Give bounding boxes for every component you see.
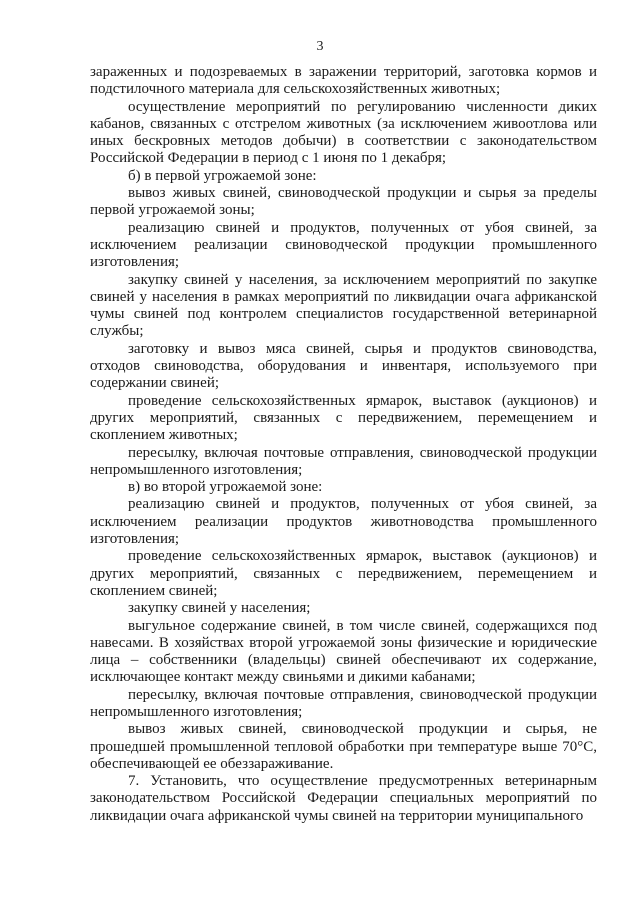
page-number: 3	[316, 39, 324, 54]
paragraph: проведение сельскохозяйственных ярмарок, выставок (аукционов) и других мероприятий, связанных с передвижением, перемещением и скоплением животных;	[90, 392, 597, 444]
paragraph: пересылку, включая почтовые отправления, свиноводческой продукции непромышленного изготовления;	[90, 686, 597, 720]
paragraph: выгульное содержание свиней, в том числе свиней, содержащихся под навесами. В хозяйствах второй угрожаемой зоны физические и юридические лица – собственники (владельцы) свиней обеспечивают их содержание, исключающее контакт между свиньями и дикими кабанами;	[90, 617, 597, 686]
document-body	[90, 64, 597, 825]
paragraph: закупку свиней у населения;	[128, 600, 311, 617]
paragraph: осуществление мероприятий по регулированию численности диких кабанов, связанных с отстрелом животных (за исключением живоотлова или иных бескровных методов добычи) в соответствии с законодательством Российской Федерации в период с 1 июня по 1 декабря;	[90, 98, 597, 167]
paragraph: вывоз живых свиней, свиноводческой продукции и сырья, не прошедшей промышленной тепловой обработки при температуре выше 70°С, обеспечивающей ее обеззараживание.	[90, 721, 597, 772]
paragraph: реализацию свиней и продуктов, полученных от убоя свиней, за исключением реализации свиноводческой продукции промышленного изготовления;	[90, 219, 597, 271]
paragraph: реализацию свиней и продуктов, полученных от убоя свиней, за исключением реализации продуктов животноводства промышленного изготовления;	[90, 496, 597, 548]
paragraph: б) в первой угрожаемой зоне:	[128, 167, 317, 184]
paragraph: пересылку, включая почтовые отправления, свиноводческой продукции непромышленного изготовления;	[90, 444, 597, 478]
paragraph: проведение сельскохозяйственных ярмарок, выставок (аукционов) и других мероприятий, связанных с передвижением, перемещением и скоплением свиней;	[90, 548, 597, 599]
paragraph: заготовку и вывоз мяса свиней, сырья и продуктов свиноводства, отходов свиноводства, оборудования и инвентаря, используемого при содержании свиней;	[90, 340, 597, 392]
paragraph: зараженных и подозреваемых в заражении территорий, заготовка кормов и подстилочного материала для сельскохозяйственных животных;	[90, 64, 597, 98]
paragraph: в) во второй угрожаемой зоне:	[128, 479, 323, 496]
paragraph: вывоз живых свиней, свиноводческой продукции и сырья за пределы первой угрожаемой зоны;	[90, 185, 597, 219]
paragraph: 7. Установить, что осуществление предусмотренных ветеринарным законодательством Российской Федерации специальных мероприятий по ликвидации очага африканской чумы свиней на территории муниципального	[90, 773, 597, 824]
paragraph: закупку свиней у населения, за исключением мероприятий по закупке свиней у населения в рамках мероприятий по ликвидации очага африканской чумы свиней под контролем специалистов государственной ветеринарной службы;	[90, 271, 597, 340]
